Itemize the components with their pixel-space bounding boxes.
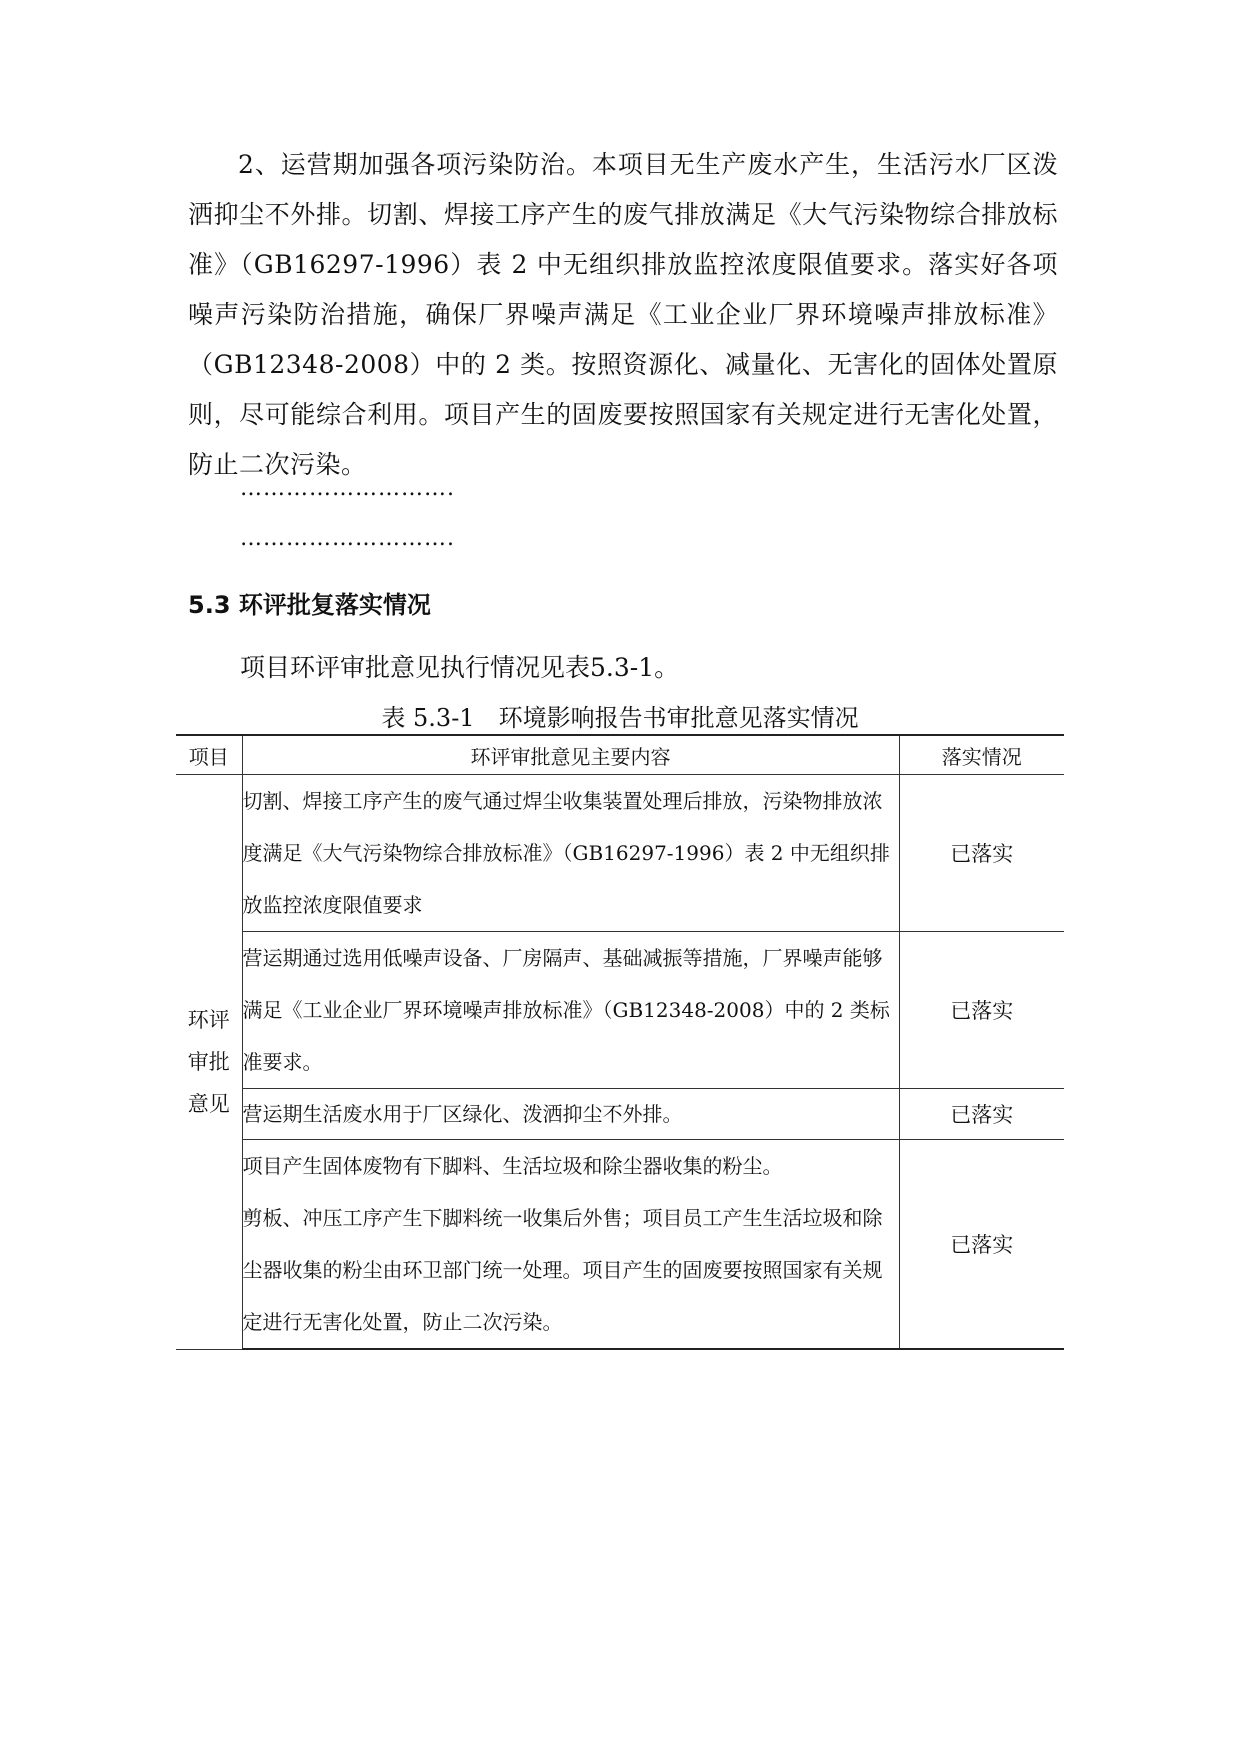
item-label-line: 环评 — [187, 1007, 230, 1032]
content-cell: 营运期生活废水用于厂区绿化、泼洒抑尘不外排。 — [242, 1089, 899, 1140]
table-row — [176, 1140, 1064, 1350]
status-cell: 已落实 — [899, 932, 1064, 1089]
approval-table — [176, 734, 1064, 1350]
status-cell: 已落实 — [899, 1140, 1064, 1350]
header-item: 项目 — [176, 735, 242, 775]
content-line: 项目产生固体废物有下脚料、生活垃圾和除尘器收集的粉尘。 — [242, 1154, 783, 1178]
table-row — [176, 775, 1064, 932]
table-header-row — [176, 735, 1064, 775]
status-cell: 已落实 — [899, 1089, 1064, 1140]
table-row — [176, 932, 1064, 1089]
header-content: 环评审批意见主要内容 — [242, 735, 899, 775]
status-cell: 已落实 — [899, 775, 1064, 932]
header-status: 落实情况 — [899, 735, 1064, 775]
item-cell — [176, 775, 242, 1350]
item-label-line: 审批 — [187, 1049, 230, 1074]
content-cell: 切割、焊接工序产生的废气通过焊尘收集装置处理后排放，污染物排放浓度满足《大气污染物综合排放标准》（GB16297-1996）表 2 中无组织排放监控浓度限值要求 — [242, 775, 899, 932]
item-label-line: 意见 — [187, 1091, 230, 1116]
section-heading: 5.3 环评批复落实情况 — [188, 591, 431, 619]
ellipsis-line: ………………………. — [240, 526, 455, 551]
content-cell: 营运期通过选用低噪声设备、厂房隔声、基础减振等措施，厂界噪声能够满足《工业企业厂界环境噪声排放标准》（GB12348-2008）中的 2 类标准要求。 — [242, 932, 899, 1089]
body-paragraph: 2、运营期加强各项污染防治。本项目无生产废水产生，生活污水厂区泼洒抑尘不外排。切割、焊接工序产生的废气排放满足《大气污染物综合排放标准》（GB16297-1996）表 2 中无组织排放监控浓度限值要求。落实好各项噪声污染防治措施，确保厂界噪声满足《工业企业厂界环境噪声排放标准》（GB12348-2008）中的 2 类。按照资源化、减量化、无害化的固体处置原则，尽可能综合利用。项目产生的固废要按照国家有关规定进行无害化处置，防止二次污染。 — [188, 150, 1058, 479]
ellipsis-line: ………………………. — [240, 476, 455, 501]
content-line: 剪板、冲压工序产生下脚料统一收集后外售；项目员工产生生活垃圾和除尘器收集的粉尘由环卫部门统一处理。项目产生的固废要按照国家有关规定进行无害化处置，防止二次污染。 — [242, 1206, 883, 1334]
table-caption: 表 5.3-1 环境影响报告书审批意见落实情况 — [381, 704, 859, 732]
intro-text: 项目环评审批意见执行情况见表5.3-1。 — [240, 653, 680, 682]
table-row — [176, 1089, 1064, 1140]
content-cell — [242, 1140, 899, 1350]
